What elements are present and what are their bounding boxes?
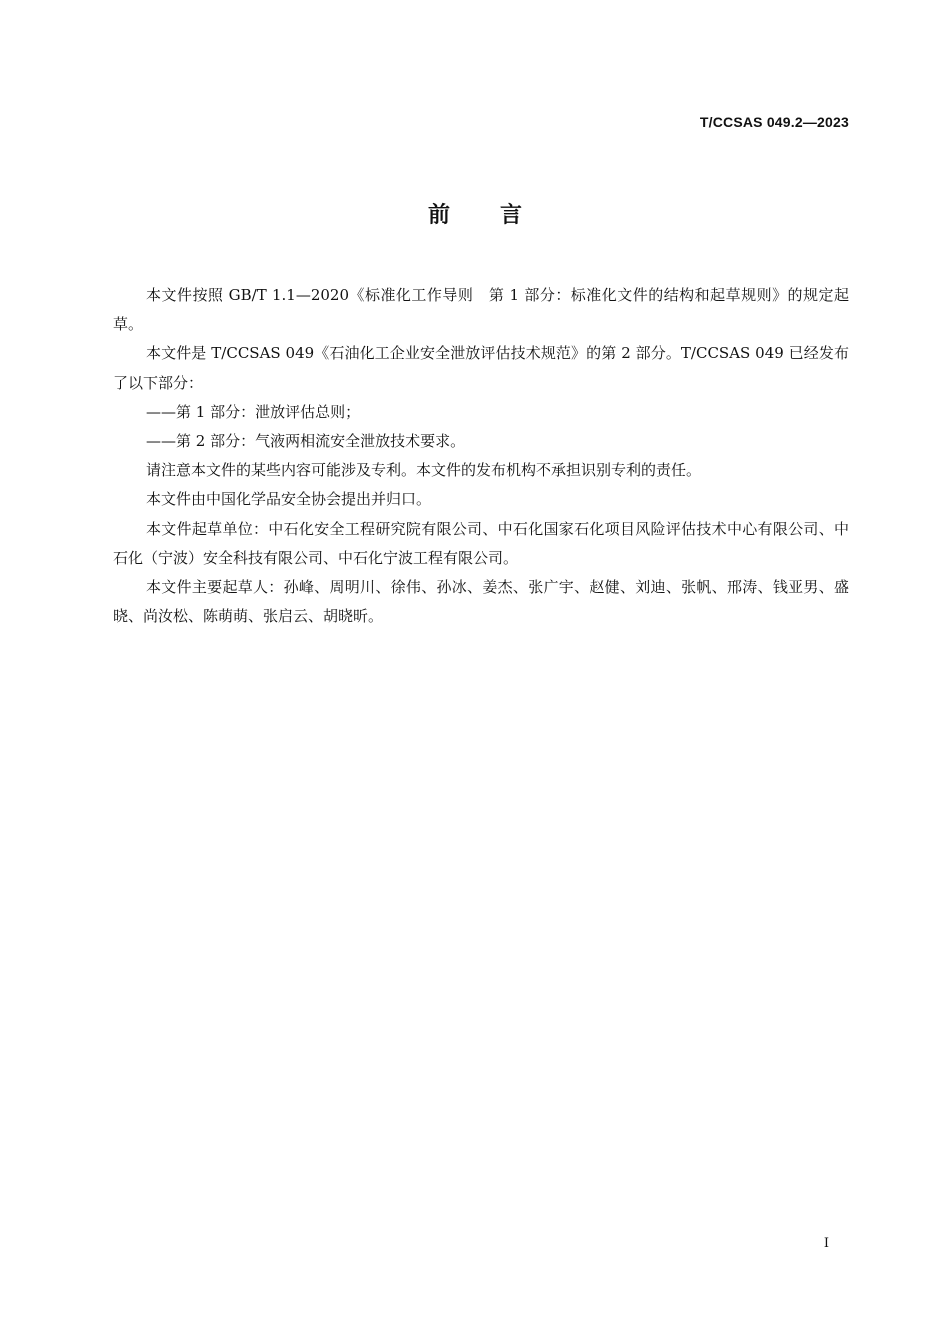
paragraph-patent-notice: 请注意本文件的某些内容可能涉及专利。本文件的发布机构不承担识别专利的责任。 [146,461,702,480]
page-title [0,198,950,229]
paragraph-drafting-units: 本文件起草单位：中石化安全工程研究院有限公司、中石化国家石化项目风险评估技术中心有限公司、中石化（宁波）安全科技有限公司、中石化宁波工程有限公司。 [113,519,849,567]
foreword-body [113,281,849,631]
title-char-1: 前 [427,203,450,228]
paragraph-drafters: 本文件主要起草人：孙峰、周明川、徐伟、孙冰、姜杰、张广宇、赵健、刘迪、张帆、邢涛、钱亚男、盛晓、尚汝松、陈萌萌、张启云、胡晓昕。 [113,578,849,626]
paragraph-series-part: 本文件是 T/CCSAS 049《石油化工企业安全泄放评估技术规范》的第 2 部分。T/CCSAS 049 已经发布了以下部分： [113,344,849,392]
paragraph-drafting-rules: 本文件按照 GB/T 1.1—2020《标准化工作导则 第 1 部分：标准化文件的结构和起草规则》的规定起草。 [113,286,849,334]
list-item-part-1: ——第 1 部分：泄放评估总则； [146,402,361,421]
title-char-2: 言 [500,203,523,228]
list-item-part-2: ——第 2 部分：气液两相流安全泄放技术要求。 [146,432,466,451]
standard-number: T/CCSAS 049.2—2023 [699,114,849,130]
paragraph-proposer: 本文件由中国化学品安全协会提出并归口。 [146,490,432,509]
page-number: I [823,1236,829,1251]
